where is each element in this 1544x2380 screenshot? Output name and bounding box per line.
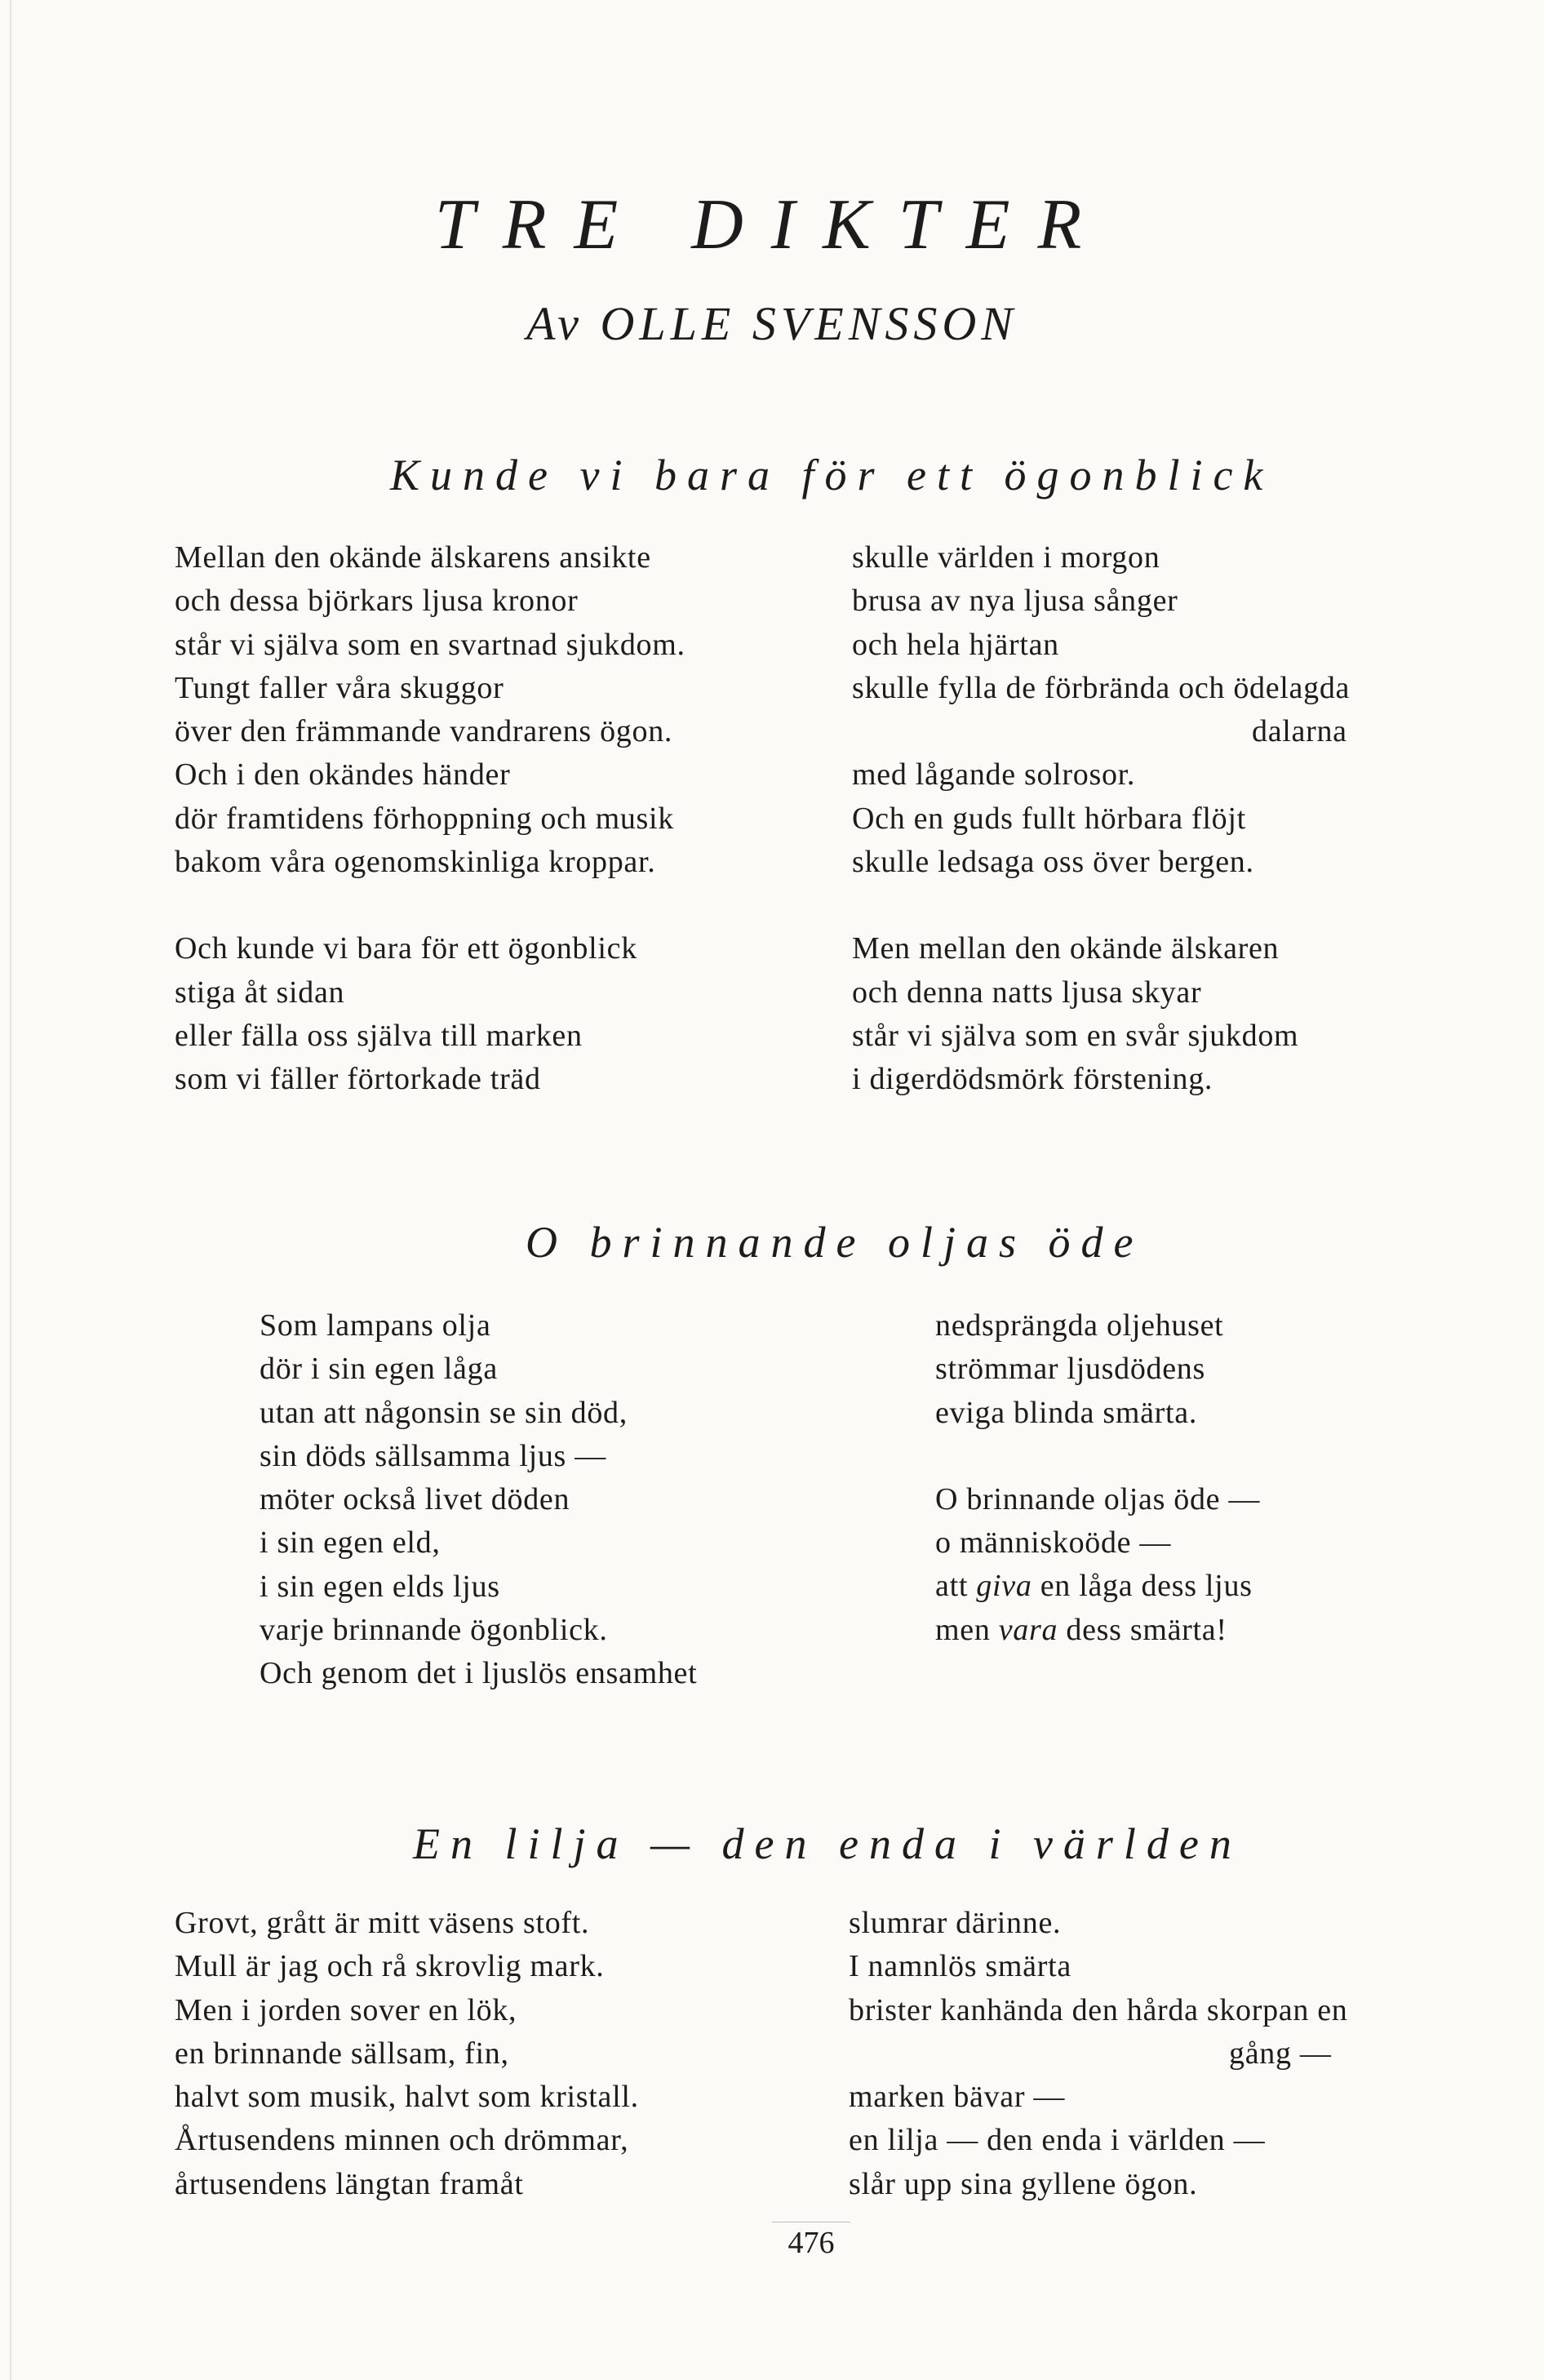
- poem-line: strömmar ljusdödens: [935, 1352, 1205, 1387]
- poem-line: varje brinnande ögonblick.: [260, 1613, 608, 1648]
- poem-line: med lågande solrosor.: [852, 757, 1136, 793]
- poem-line: slår upp sina gyllene ögon.: [849, 2166, 1198, 2201]
- poem-line: o människoöde —: [935, 1525, 1172, 1561]
- poem-line: Och genom det i ljuslös ensamhet: [260, 1656, 698, 1691]
- poem2-left-column: [260, 1304, 697, 1739]
- stanza: [852, 927, 1350, 1101]
- page-title: TRE DIKTER: [434, 185, 1110, 264]
- poem-line: årtusendens längtan framåt: [175, 2166, 524, 2201]
- stanza: [175, 536, 685, 884]
- emphasized-word: giva: [976, 1569, 1032, 1604]
- stanza: [935, 1304, 1260, 1435]
- poem-line: skulle världen i morgon: [852, 540, 1160, 575]
- poem-line: och dessa björkars ljusa kronor: [175, 584, 579, 619]
- poem-line: I namnlös smärta: [849, 1949, 1071, 1984]
- poem-line: Mellan den okände älskarens ansikte: [175, 540, 651, 575]
- poem-line: brister kanhända den hårda skorpan en: [849, 1992, 1348, 2027]
- poem-title-o-brinnande-oljas-ode: O brinnande oljas öde: [526, 1218, 1144, 1267]
- poem-line: som vi fäller förtorkade träd: [175, 1062, 541, 1097]
- poem-title-kunde-vi-bara: Kunde vi bara för ett ögonblick: [390, 451, 1274, 500]
- poem-line: dör framtidens förhoppning och musik: [175, 801, 674, 836]
- poem-text: att: [935, 1569, 977, 1604]
- poem-line: i digerdödsmörk förstening.: [852, 1062, 1213, 1097]
- poem-line: skulle ledsaga oss över bergen.: [852, 845, 1254, 880]
- poem-line: Och kunde vi bara för ett ögonblick: [175, 931, 637, 966]
- poem-line: en lilja — den enda i världen —: [849, 2123, 1266, 2158]
- poem1-right-column: [852, 536, 1350, 1145]
- poem-title-en-lilja: En lilja — den enda i världen: [413, 1819, 1242, 1868]
- poem-line: Men i jorden sover en lök,: [175, 1992, 517, 2027]
- scan-edge: [10, 0, 11, 2380]
- poem-line: möter också livet döden: [260, 1482, 570, 1517]
- poem-line: dalarna: [1252, 714, 1347, 749]
- poem-line: i sin egen eld,: [260, 1525, 441, 1561]
- poem3-left-column: [175, 1902, 639, 2249]
- poem2-right-column: [935, 1304, 1260, 1695]
- poem-line: slumrar därinne.: [849, 1906, 1062, 1940]
- stanza: [175, 1902, 639, 2206]
- poem-line: marken bävar —: [849, 2080, 1066, 2115]
- emphasized-word: vara: [998, 1612, 1058, 1647]
- poem-line: gång —: [1229, 2036, 1332, 2071]
- poem-line: över den främmande vandrarens ögon.: [175, 714, 673, 749]
- stanza: [852, 536, 1350, 884]
- poem-line: brusa av nya ljusa sånger: [852, 584, 1178, 619]
- poem-line: dör i sin egen låga: [260, 1352, 498, 1387]
- poem-line: i sin egen elds ljus: [260, 1569, 500, 1604]
- poem-line: eviga blinda smärta.: [935, 1395, 1198, 1430]
- poem-text: en låga dess ljus: [1032, 1569, 1253, 1604]
- poem-text: men: [935, 1612, 999, 1647]
- author-byline: Av OLLE SVENSSON: [526, 297, 1018, 350]
- poem-line: Men mellan den okände älskaren: [852, 931, 1280, 966]
- poem-line: och denna natts ljusa skyar: [852, 975, 1202, 1010]
- stanza: [175, 927, 685, 1101]
- poem-line: O brinnande oljas öde —: [935, 1481, 1261, 1516]
- poem-line: Grovt, grått är mitt väsens stoft.: [175, 1906, 590, 1940]
- poem-line: eller fälla oss själva till marken: [175, 1018, 583, 1053]
- poem3-right-column: [849, 1902, 1348, 2249]
- poem-line: halvt som musik, halvt som kristall.: [175, 2080, 639, 2115]
- stanza: [849, 1902, 1348, 2206]
- poem-line: sin döds sällsamma ljus —: [260, 1438, 606, 1473]
- poem-line: [935, 1609, 1260, 1652]
- poem-line: står vi själva som en svår sjukdom: [852, 1018, 1299, 1053]
- poem-line: bakom våra ogenomskinliga kroppar.: [175, 845, 656, 880]
- poem-line: Mull är jag och rå skrovlig mark.: [175, 1949, 605, 1984]
- poem-line: står vi själva som en svartnad sjukdom.: [175, 627, 685, 662]
- poem-line: Årtusendens minnen och drömmar,: [175, 2123, 629, 2158]
- poem-line: skulle fylla de förbrända och ödelagda: [852, 670, 1351, 705]
- poem-line: utan att någonsin se sin död,: [260, 1395, 628, 1430]
- poem1-left-column: [175, 536, 685, 1145]
- poem-line: [935, 1565, 1260, 1608]
- poem-text: dess smärta!: [1058, 1612, 1227, 1647]
- poem-line: Och i den okändes händer: [175, 757, 511, 793]
- poem-line: nedsprängda oljehuset: [935, 1308, 1224, 1343]
- page-number: 476: [772, 2222, 850, 2258]
- poem-line: Tungt faller våra skuggor: [175, 670, 504, 705]
- poem-line: en brinnande sällsam, fin,: [175, 2036, 509, 2071]
- stanza: [935, 1478, 1260, 1652]
- poem-line: och hela hjärtan: [852, 627, 1059, 662]
- poem-line: Och en guds fullt hörbara flöjt: [852, 801, 1246, 836]
- stanza: [260, 1304, 697, 1696]
- poem-line: stiga åt sidan: [175, 975, 345, 1010]
- poem-line: Som lampans olja: [260, 1308, 491, 1343]
